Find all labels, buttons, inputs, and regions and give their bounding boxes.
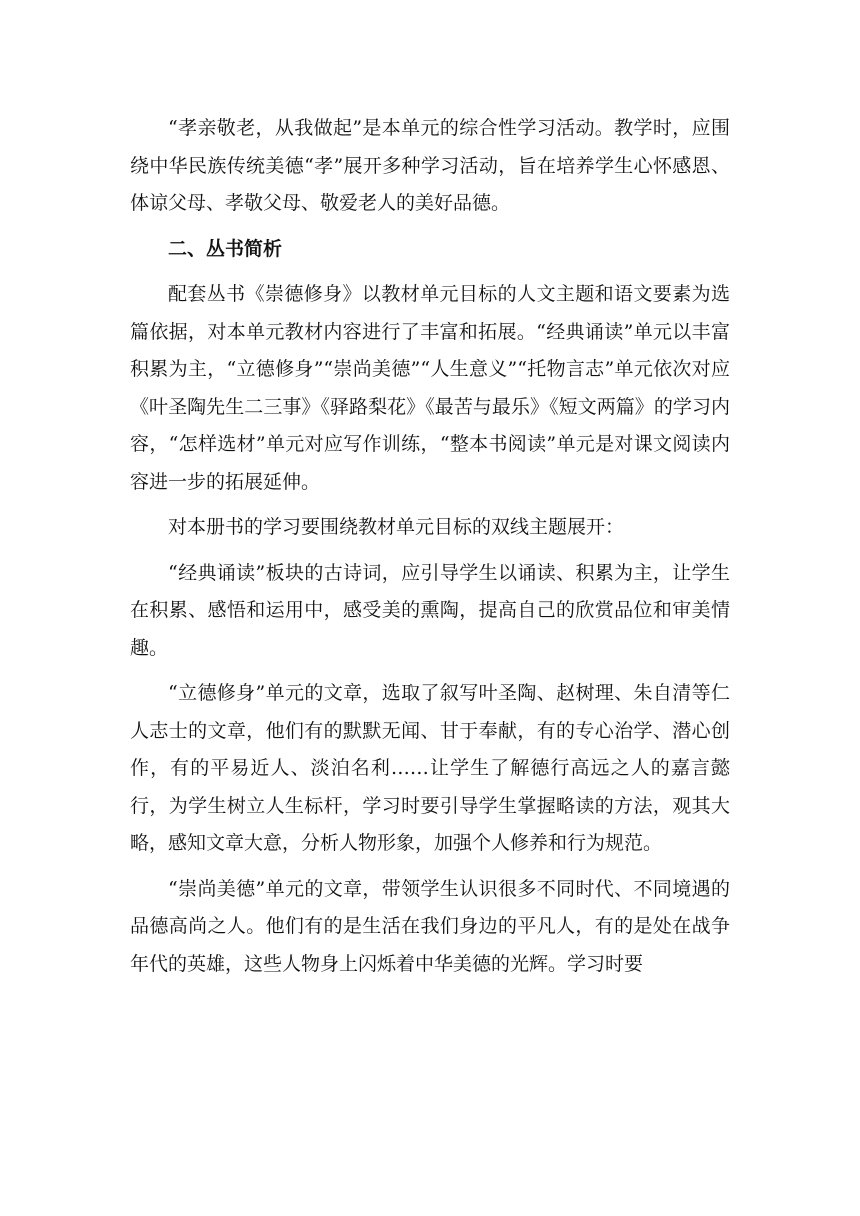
paragraph-virtue-cultivation: “立德修身”单元的文章，选取了叙写叶圣陶、赵树理、朱自清等仁人志士的文章，他们有的默默无闻、甘于奉献，有的专心治学、潜心创作，有的平易近人、淡泊名利……让学生了解德行高远之人的嘉言懿行，为学生树立人生标杆，学习时要引导学生掌握略读的方法，观其大略，感知文章大意，分析人物形象，加强个人修养和行为规范。 bbox=[130, 682, 730, 854]
paragraph-comprehensive-activity: “孝亲敬老，从我做起”是本单元的综合性学习活动。教学时，应围绕中华民族传统美德“孝”展开多种学习活动，旨在培养学生心怀感恩、体谅父母、孝敬父母、敬爱老人的美好品德。 bbox=[130, 117, 730, 214]
paragraph-study-intro: 对本册书的学习要围绕教材单元目标的双线主题展开： bbox=[168, 516, 625, 538]
paragraph-series-overview: 配套丛书《崇德修身》以教材单元目标的人文主题和语文要素为选篇依据，对本单元教材内容进行了丰富和拓展。“经典诵读”单元以丰富积累为主，“立德修身”“崇尚美德”“人生意义”“托物言志”单元依次对应《叶圣陶先生二三事》《驿路梨花》《最苦与最乐》《短文两篇》的学习内容，“怎样选材”单元对应写作训练，“整本书阅读”单元是对课文阅读内容进一步的拓展延伸。 bbox=[130, 283, 730, 493]
paragraph-classic-recitation: “经典诵读”板块的古诗词，应引导学生以诵读、积累为主，让学生在积累、感悟和运用中，感受美的熏陶，提高自己的欣赏品位和审美情趣。 bbox=[130, 561, 730, 659]
paragraph-admire-virtue: “崇尚美德”单元的文章，带领学生认识很多不同时代、不同境遇的品德高尚之人。他们有的是生活在我们身边的平凡人，有的是处在战争年代的英雄，这些人物身上闪烁着中华美德的光辉。学习时要 bbox=[130, 877, 730, 975]
document-body bbox=[130, 110, 730, 991]
section-heading: 二、丛书简析 bbox=[168, 237, 283, 260]
